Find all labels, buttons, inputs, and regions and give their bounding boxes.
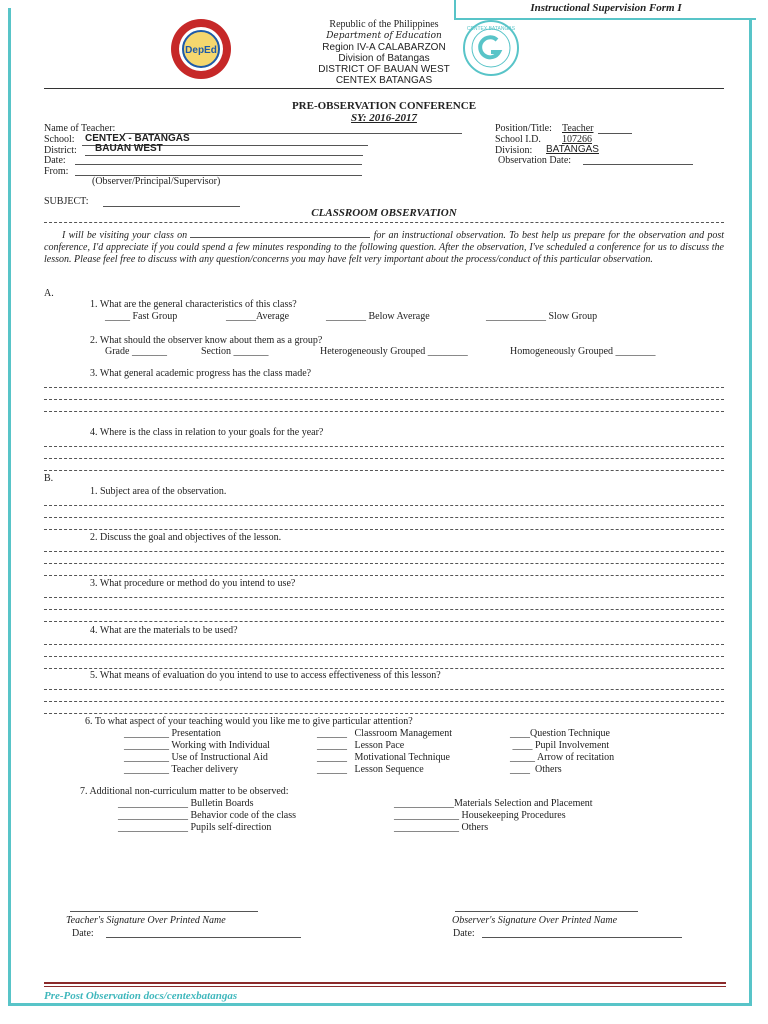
- answer-line[interactable]: [44, 644, 724, 645]
- a1-option-average[interactable]: ______Average: [226, 311, 290, 322]
- answer-line[interactable]: [44, 470, 724, 471]
- intro-paragraph: I will be visiting your class on for an instructional observation. To best help us prepare for the observation and post conference, I'd appreciate if you could spend a few minutes responding to the following question. After the observation, I've scheduled a conference for us to discuss the lesson. Please feel free to discuss with any question/concerns you may have felt very important about the process/conduct of this particular observation.: [44, 230, 725, 265]
- header-divider: [44, 88, 724, 89]
- from-label: From:: [44, 166, 69, 177]
- a-question-3: 3. What general academic progress has the class made?: [90, 368, 312, 379]
- answer-line[interactable]: [44, 597, 724, 598]
- obs-date-label: Observation Date:: [498, 155, 572, 166]
- page-border: [8, 8, 752, 1006]
- observer-signature-line[interactable]: [455, 911, 638, 912]
- teacher-signature-label: Teacher's Signature Over Printed Name: [66, 915, 226, 926]
- header-district: DISTRICT OF BAUAN WEST: [318, 64, 450, 75]
- date-field[interactable]: [75, 164, 362, 165]
- district-value[interactable]: BAUAN WEST: [95, 143, 163, 154]
- obs-date-field[interactable]: [583, 164, 693, 165]
- q6-option[interactable]: ______ Lesson Sequence: [317, 764, 424, 775]
- q7-option[interactable]: _____________ Housekeeping Procedures: [394, 810, 566, 821]
- q6-option[interactable]: ______ Motivational Technique: [317, 752, 450, 763]
- observer-signature-label: Observer's Signature Over Printed Name: [452, 915, 618, 926]
- from-note: (Observer/Principal/Supervisor): [92, 176, 221, 187]
- observer-date-field[interactable]: [482, 937, 682, 938]
- subject-label: SUBJECT:: [44, 196, 89, 207]
- answer-line[interactable]: [44, 575, 724, 576]
- b-question-3: 3. What procedure or method do you intend to use?: [90, 578, 296, 589]
- svg-text:CENTEX BATANGAS: CENTEX BATANGAS: [466, 26, 516, 32]
- b-question-4: 4. What are the materials to be used?: [90, 625, 238, 636]
- footer-text: Pre-Post Observation docs/centexbatangas: [44, 990, 238, 1002]
- a2-grade[interactable]: Grade _______: [105, 346, 167, 357]
- question-6: 6. To what aspect of your teaching would you like me to give particular attention?: [85, 716, 413, 727]
- form-tag: Instructional Supervision Form I: [454, 0, 756, 20]
- answer-line[interactable]: [44, 551, 724, 552]
- division-label: Division:: [495, 145, 533, 156]
- svg-text:DepEd: DepEd: [185, 45, 217, 56]
- q6-option[interactable]: ____ Pupil Involvement: [510, 740, 610, 751]
- answer-line[interactable]: [44, 713, 724, 714]
- answer-line[interactable]: [44, 689, 724, 690]
- answer-line[interactable]: [44, 517, 724, 518]
- b-question-2: 2. Discuss the goal and objectives of the lesson.: [90, 532, 282, 543]
- answer-line[interactable]: [44, 387, 724, 388]
- division-value[interactable]: BATANGAS: [546, 144, 599, 155]
- footer-rule: [44, 982, 726, 984]
- answer-line[interactable]: [44, 563, 724, 564]
- question-7: 7. Additional non-curriculum matter to be observed:: [80, 786, 289, 797]
- q6-option[interactable]: ____Question Technique: [510, 728, 610, 739]
- header-deped: Department of Education: [326, 31, 442, 41]
- school-year: SY: 2016-2017: [351, 112, 417, 124]
- q7-option[interactable]: _____________ Others: [394, 822, 489, 833]
- school-label: School:: [44, 134, 75, 145]
- section-title: CLASSROOM OBSERVATION: [311, 207, 457, 219]
- b-question-5: 5. What means of evaluation do you intend to use to access effectiveness of this lesson?: [90, 670, 441, 681]
- answer-line[interactable]: [44, 446, 724, 447]
- q6-option[interactable]: _________ Teacher delivery: [124, 764, 239, 775]
- answer-line[interactable]: [44, 609, 724, 610]
- teacher-date-field[interactable]: [106, 937, 301, 938]
- position-line: [598, 133, 632, 134]
- header-division: Division of Batangas: [338, 53, 430, 64]
- position-value[interactable]: Teacher: [562, 123, 594, 134]
- q6-option[interactable]: _________ Presentation: [124, 728, 221, 739]
- q7-option[interactable]: ______________ Bulletin Boards: [118, 798, 254, 809]
- answer-line[interactable]: [44, 505, 724, 506]
- position-label: Position/Title:: [495, 123, 552, 134]
- section-divider: [44, 222, 724, 223]
- q6-option[interactable]: ____ Others: [510, 764, 562, 775]
- q6-option[interactable]: ______ Lesson Pace: [317, 740, 405, 751]
- answer-line[interactable]: [44, 701, 724, 702]
- a-question-1: 1. What are the general characteristics of this class?: [90, 299, 297, 310]
- a2-homogeneous[interactable]: Homogeneously Grouped ________: [510, 346, 656, 357]
- b-question-1: 1. Subject area of the observation.: [90, 486, 227, 497]
- teacher-signature-line[interactable]: [70, 911, 258, 912]
- date-label: Date:: [44, 155, 66, 166]
- header-republic: Republic of the Philippines: [329, 19, 439, 30]
- a1-option-below[interactable]: ________ Below Average: [326, 311, 430, 322]
- teacher-date-label: Date:: [72, 928, 94, 939]
- part-a-label: A.: [44, 288, 54, 299]
- q6-option[interactable]: ______ Classroom Management: [317, 728, 452, 739]
- q7-option[interactable]: ______________ Behavior code of the class: [118, 810, 297, 821]
- observer-date-label: Date:: [453, 928, 475, 939]
- form-title: PRE-OBSERVATION CONFERENCE: [291, 100, 477, 112]
- district-label: District:: [44, 145, 77, 156]
- answer-line[interactable]: [44, 621, 724, 622]
- district-line: [85, 155, 363, 156]
- q6-option[interactable]: _________ Working with Individual: [124, 740, 270, 751]
- answer-line[interactable]: [44, 411, 724, 412]
- school-id-label: School I.D.: [495, 134, 541, 145]
- answer-line[interactable]: [44, 656, 724, 657]
- answer-line[interactable]: [44, 529, 724, 530]
- q6-option[interactable]: _________ Use of Instructional Aid: [124, 752, 268, 763]
- a2-section[interactable]: Section _______: [201, 346, 269, 357]
- a-question-4: 4. Where is the class in relation to your goals for the year?: [90, 427, 324, 438]
- q7-option[interactable]: ____________Materials Selection and Placement: [394, 798, 593, 809]
- name-label: Name of Teacher:: [44, 123, 116, 134]
- q7-option[interactable]: ______________ Pupils self-direction: [118, 822, 272, 833]
- a2-heterogeneous[interactable]: Heterogeneously Grouped ________: [320, 346, 468, 357]
- a1-option-slow[interactable]: ____________ Slow Group: [486, 311, 598, 322]
- footer-rule-thin: [44, 986, 726, 987]
- q6-option[interactable]: _____ Arrow of recitation: [510, 752, 615, 763]
- answer-line[interactable]: [44, 399, 724, 400]
- answer-line[interactable]: [44, 458, 724, 459]
- a-question-2: 2. What should the observer know about them as a group?: [90, 335, 323, 346]
- answer-line[interactable]: [44, 668, 724, 669]
- a1-option-fast[interactable]: _____ Fast Group: [105, 311, 178, 322]
- school-id-value[interactable]: 107266: [562, 134, 592, 145]
- part-b-label: B.: [44, 473, 54, 484]
- header-school: CENTEX BATANGAS: [335, 75, 433, 86]
- header-region: Region IV-A CALABARZON: [322, 42, 446, 53]
- school-value[interactable]: CENTEX - BATANGAS: [85, 133, 190, 144]
